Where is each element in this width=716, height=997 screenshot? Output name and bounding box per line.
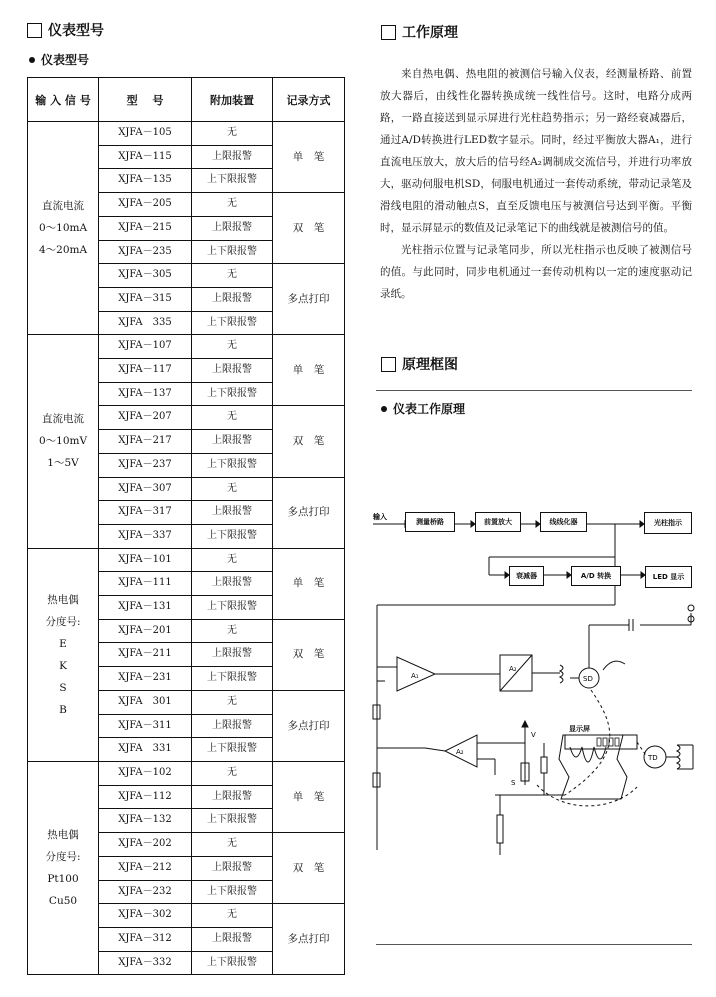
model-cell: XJFA－107: [99, 335, 192, 359]
input-signal-line: E: [59, 637, 67, 650]
input-signal-cell: [28, 761, 99, 974]
display-digits-icon: [597, 738, 619, 746]
td-label: TD: [648, 754, 658, 762]
device-cell: 上限报警: [192, 359, 273, 383]
model-cell: XJFA－232: [99, 880, 192, 904]
block-label: 前置放大: [484, 518, 512, 526]
section-title-principle: [381, 22, 458, 42]
record-mode-cell: 单 笔: [273, 548, 345, 619]
block-adc: [571, 566, 621, 586]
device-cell: 上下限报警: [192, 738, 273, 762]
model-cell: XJFA－207: [99, 406, 192, 430]
a2-label: A₂: [509, 665, 517, 673]
device-cell: 上限报警: [192, 145, 273, 169]
model-cell: XJFA－305: [99, 264, 192, 288]
record-mode-cell: 多点打印: [273, 477, 345, 548]
model-cell: XJFA－135: [99, 169, 192, 193]
device-cell: 无: [192, 193, 273, 217]
device-cell: 无: [192, 619, 273, 643]
terminal-icon: [688, 605, 694, 611]
input-signal-line: 分度号:: [45, 851, 81, 864]
section-title-diagram: [381, 354, 458, 374]
record-mode-cell: 单 笔: [273, 335, 345, 406]
model-cell: XJFA－105: [99, 122, 192, 146]
input-signal-line: Pt100: [47, 873, 79, 886]
device-cell: 无: [192, 548, 273, 572]
device-cell: 无: [192, 264, 273, 288]
model-cell: XJFA－137: [99, 382, 192, 406]
table-row: [28, 335, 345, 359]
device-cell: 上下限报警: [192, 809, 273, 833]
model-cell: XJFA－332: [99, 951, 192, 975]
input-signal-line: S: [59, 681, 67, 694]
model-cell: XJFA－217: [99, 430, 192, 454]
model-cell: XJFA 301: [99, 690, 192, 714]
bullet-text: 仪表型号: [41, 53, 90, 67]
model-cell: XJFA－211: [99, 643, 192, 667]
bullet-diagram: [381, 400, 465, 417]
device-cell: 无: [192, 122, 273, 146]
model-cell: XJFA－101: [99, 548, 192, 572]
record-mode-cell: 单 笔: [273, 761, 345, 832]
device-cell: 上限报警: [192, 501, 273, 525]
device-cell: 上下限报警: [192, 524, 273, 548]
block-preamp: [475, 512, 521, 532]
model-cell: XJFA 335: [99, 311, 192, 335]
model-table: [27, 77, 345, 975]
record-mode-cell: 多点打印: [273, 904, 345, 975]
section-title-text: 工作原理: [402, 25, 458, 41]
model-cell: XJFA－205: [99, 193, 192, 217]
block-label: 测量桥路: [416, 518, 444, 526]
input-signal-line: 分度号:: [45, 615, 81, 628]
display-label: 显示屏: [569, 725, 590, 733]
header-record-mode: 记录方式: [273, 78, 345, 122]
model-cell: XJFA－112: [99, 785, 192, 809]
table-row: [28, 761, 345, 785]
model-cell: XJFA－202: [99, 833, 192, 857]
device-cell: 上限报警: [192, 643, 273, 667]
record-mode-cell: 多点打印: [273, 690, 345, 761]
device-cell: 无: [192, 477, 273, 501]
resistor-icon: [541, 757, 547, 773]
model-cell: XJFA－311: [99, 714, 192, 738]
paragraph: 来自热电偶、热电阻的被测信号输入仪表，经测量桥路、前置放大器后，由线性化器转换成统一线性信号。这时，电路分成两路，一路直接送到显示屏进行光柱趋势指示；另一路经衰减器后，通过A/D转换进行LED数字显示。同时，经过平衡放大器A₁，进行直流电压放大，放大后的信号经A₂调制成交流信号，并进行功率放大，驱动伺服电机SD，伺服电机通过一套传动系统，带动记录笔及滑线电阻的滑动触点S，直至反馈电压与被测信号达到平衡。平衡时，显示屏显示的数值及记录笔记下的曲线就是被测信号的值。: [380, 68, 692, 234]
input-signal-line: 直流电流: [42, 413, 84, 426]
input-signal-cell: [28, 122, 99, 335]
bullet-text: 仪表工作原理: [393, 402, 466, 416]
table-row: [28, 548, 345, 572]
header-device: 附加装置: [192, 78, 273, 122]
input-signal-line: 0～10mA: [38, 222, 88, 235]
coil-icon: [560, 665, 563, 683]
model-cell: XJFA－312: [99, 927, 192, 951]
checkbox-square-icon: [381, 357, 396, 372]
a1-label: A₁: [411, 672, 419, 680]
input-signal-cell: [28, 335, 99, 548]
input-signal-line: B: [59, 703, 67, 716]
device-cell: 上限报警: [192, 430, 273, 454]
device-cell: 无: [192, 833, 273, 857]
block-linearizer: [540, 512, 587, 532]
table-header-row: [28, 78, 345, 122]
arrow-up-icon: [522, 721, 528, 727]
model-cell: XJFA－215: [99, 216, 192, 240]
chart-paper-icon: [559, 735, 627, 799]
device-cell: 上下限报警: [192, 951, 273, 975]
model-cell: XJFA－117: [99, 359, 192, 383]
block-attenuator: [509, 566, 544, 586]
device-cell: 无: [192, 406, 273, 430]
sd-label: SD: [583, 675, 593, 683]
input-signal-cell: [28, 548, 99, 761]
device-cell: 无: [192, 761, 273, 785]
block-diagram: [365, 495, 705, 885]
device-cell: 上限报警: [192, 572, 273, 596]
device-cell: 上下限报警: [192, 240, 273, 264]
model-cell: XJFA 331: [99, 738, 192, 762]
model-cell: XJFA－102: [99, 761, 192, 785]
block-led-display: [645, 566, 692, 588]
model-cell: XJFA－231: [99, 667, 192, 691]
block-label: LED 显示: [652, 573, 685, 581]
block-label: 线线化器: [549, 518, 578, 526]
device-cell: 上限报警: [192, 927, 273, 951]
model-cell: XJFA－307: [99, 477, 192, 501]
model-cell: XJFA－237: [99, 453, 192, 477]
record-mode-cell: 双 笔: [273, 833, 345, 904]
record-mode-cell: 双 笔: [273, 619, 345, 690]
coil-icon: [677, 745, 680, 769]
divider: [376, 390, 692, 391]
model-cell: XJFA－201: [99, 619, 192, 643]
record-mode-cell: 双 笔: [273, 406, 345, 477]
potentiometer-icon: [497, 815, 503, 843]
input-signal-line: 1～5V: [47, 457, 79, 470]
s-label: S: [511, 779, 516, 787]
device-cell: 上下限报警: [192, 453, 273, 477]
model-cell: XJFA－131: [99, 596, 192, 620]
input-signal-line: Cu50: [48, 895, 78, 908]
input-signal-line: K: [59, 659, 67, 672]
checkbox-square-icon: [27, 23, 42, 38]
block-label: A/D 转换: [580, 572, 612, 580]
bullet-models: [29, 51, 89, 68]
model-cell: XJFA－337: [99, 524, 192, 548]
device-cell: 上下限报警: [192, 169, 273, 193]
model-cell: XJFA－212: [99, 856, 192, 880]
device-cell: 无: [192, 690, 273, 714]
record-mode-cell: 单 笔: [273, 122, 345, 193]
model-cell: XJFA－132: [99, 809, 192, 833]
section-title-text: 原理框图: [402, 357, 458, 373]
input-signal-line: 直流电流: [42, 200, 84, 213]
checkbox-square-icon: [381, 25, 396, 40]
model-cell: XJFA－235: [99, 240, 192, 264]
model-cell: XJFA－115: [99, 145, 192, 169]
record-mode-cell: 多点打印: [273, 264, 345, 335]
a2-lower-label: A₂: [456, 748, 464, 756]
device-cell: 上限报警: [192, 856, 273, 880]
device-cell: 上下限报警: [192, 382, 273, 406]
section-title-models: [27, 20, 104, 40]
record-mode-cell: 双 笔: [273, 193, 345, 264]
device-cell: 上限报警: [192, 714, 273, 738]
device-cell: 无: [192, 335, 273, 359]
bottom-divider: [376, 944, 692, 945]
block-bar-indicator: [644, 512, 692, 534]
device-cell: 上下限报警: [192, 311, 273, 335]
device-cell: 上限报警: [192, 216, 273, 240]
device-cell: 上下限报警: [192, 667, 273, 691]
block-measuring-bridge: [405, 512, 455, 532]
block-label: 衰减器: [516, 572, 537, 580]
header-model: 型 号: [99, 78, 192, 122]
input-signal-line: 热电偶: [47, 829, 79, 842]
principle-text: [380, 63, 692, 305]
input-signal-line: 0～10mV: [38, 435, 88, 448]
input-signal-line: 4～20mA: [38, 244, 88, 257]
input-label: 输入: [373, 513, 387, 521]
device-cell: 无: [192, 904, 273, 928]
section-title-text: 仪表型号: [48, 23, 104, 39]
input-signal-line: 热电偶: [47, 593, 79, 606]
model-cell: XJFA－302: [99, 904, 192, 928]
bullet-dot-icon: [381, 406, 387, 412]
header-input-signal: 输 入 信 号: [28, 78, 99, 122]
device-cell: 上限报警: [192, 785, 273, 809]
table-row: [28, 122, 345, 146]
v-label: V: [531, 731, 536, 739]
device-cell: 上下限报警: [192, 880, 273, 904]
device-cell: 上限报警: [192, 287, 273, 311]
model-cell: XJFA－317: [99, 501, 192, 525]
paragraph: 光柱指示位置与记录笔同步，所以光柱指示也反映了被测信号的值。与此同时，同步电机通过一套传动机构以一定的速度驱动记录纸。: [380, 244, 692, 300]
device-cell: 上下限报警: [192, 596, 273, 620]
model-cell: XJFA－111: [99, 572, 192, 596]
bullet-dot-icon: [29, 57, 35, 63]
model-cell: XJFA－315: [99, 287, 192, 311]
block-label: 光柱指示: [654, 519, 682, 527]
